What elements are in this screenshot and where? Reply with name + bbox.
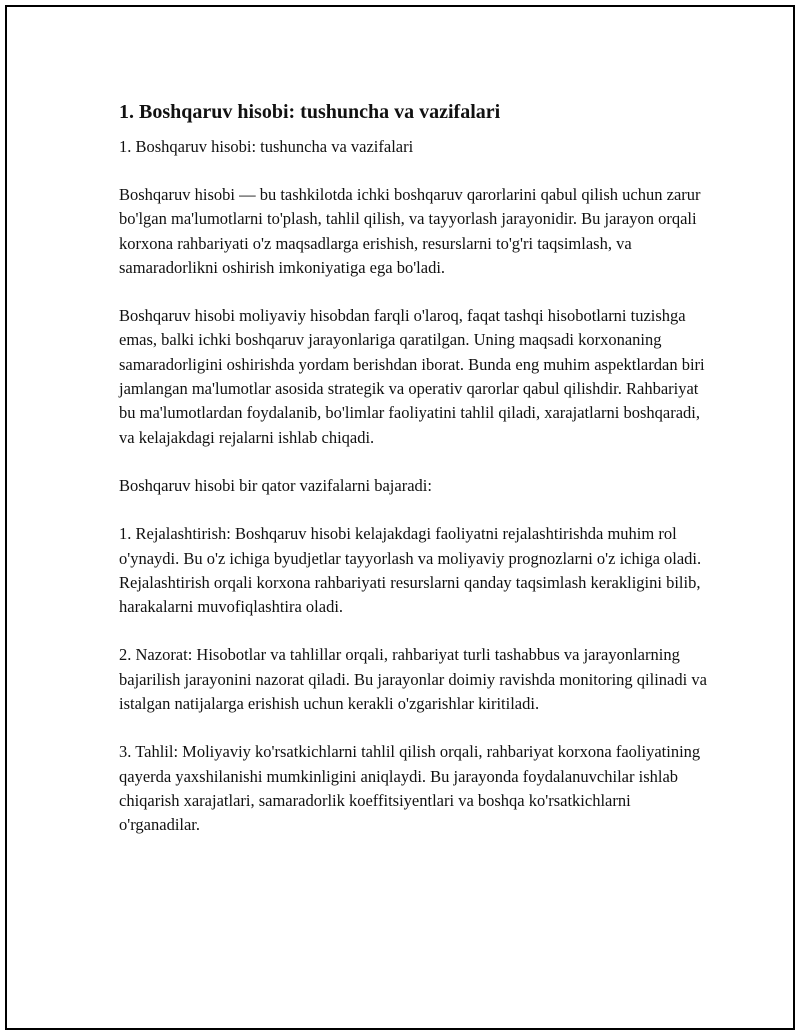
page-frame bbox=[5, 5, 795, 1030]
paragraph-planning: 1. Rejalashtirish: Boshqaruv hisobi kelajakdagi faoliyatni rejalashtirishda muhim rol o'ynaydi. Bu o'z ichiga byudjetlar tayyorlash va moliyaviy prognozlarni o'z ichiga oladi. Rejalashtirish orqali korxona rahbariyati resurslarni qanday taqsimlash kerakligini bilib, harakalarni muvofiqlashtira oladi. bbox=[119, 524, 702, 617]
document-subtitle: 1. Boshqaruv hisobi: tushuncha va vazifalari bbox=[119, 137, 414, 156]
paragraph-analysis: 3. Tahlil: Moliyaviy ko'rsatkichlarni tahlil qilish orqali, rahbariyat korxona faoliyatining qayerda yaxshilanishi mumkinligini aniqlaydi. Bu jarayonda foydalanuvchilar ishlab chiqarish xarajatlari, samaradorlik koeffitsiyentlari va boshqa ko'rsatkichlarni o'rganadilar. bbox=[119, 742, 701, 835]
document-title: 1. Boshqaruv hisobi: tushuncha va vazifalari bbox=[119, 101, 501, 123]
document-body bbox=[119, 99, 709, 862]
paragraph-comparison: Boshqaruv hisobi moliyaviy hisobdan farqli o'laroq, faqat tashqi hisobotlarni tuzishga emas, balki ichki boshqaruv jarayonlariga qaratilgan. Uning maqsadi korxonaning samaradorligini oshirishda yordam berishdan iborat. Bunda eng muhim aspektlardan biri jamlangan ma'lumotlar asosida strategik va operativ qarorlar qabul qilishdir. Rahbariyat bu ma'lumotlardan foydalanib, bo'limlar faoliyatini tahlil qiladi, xarajatlarni boshqaradi, va kelajakdagi rejalarni ishlab chiqadi. bbox=[119, 306, 705, 447]
paragraph-tasks-intro: Boshqaruv hisobi bir qator vazifalarni bajaradi: bbox=[119, 475, 432, 495]
paragraph-definition: Boshqaruv hisobi — bu tashkilotda ichki boshqaruv qarorlarini qabul qilish uchun zarur bo'lgan ma'lumotlarni to'plash, tahlil qilish, va tayyorlash jarayonidir. Bu jarayon orqali korxona rahbariyati o'z maqsadlarga erishish, resurslarni to'g'ri taqsimlash, va samaradorlikni oshirish imkoniyatiga ega bo'ladi. bbox=[119, 185, 701, 277]
paragraph-control: 2. Nazorat: Hisobotlar va tahlillar orqali, rahbariyat turli tashabbus va jarayonlarning bajarilish jarayonini nazorat qiladi. Bu jarayonlar doimiy ravishda monitoring qilinadi va istalgan natijalarga erishish uchun kerakli o'zgarishlar kiritiladi. bbox=[119, 645, 707, 714]
